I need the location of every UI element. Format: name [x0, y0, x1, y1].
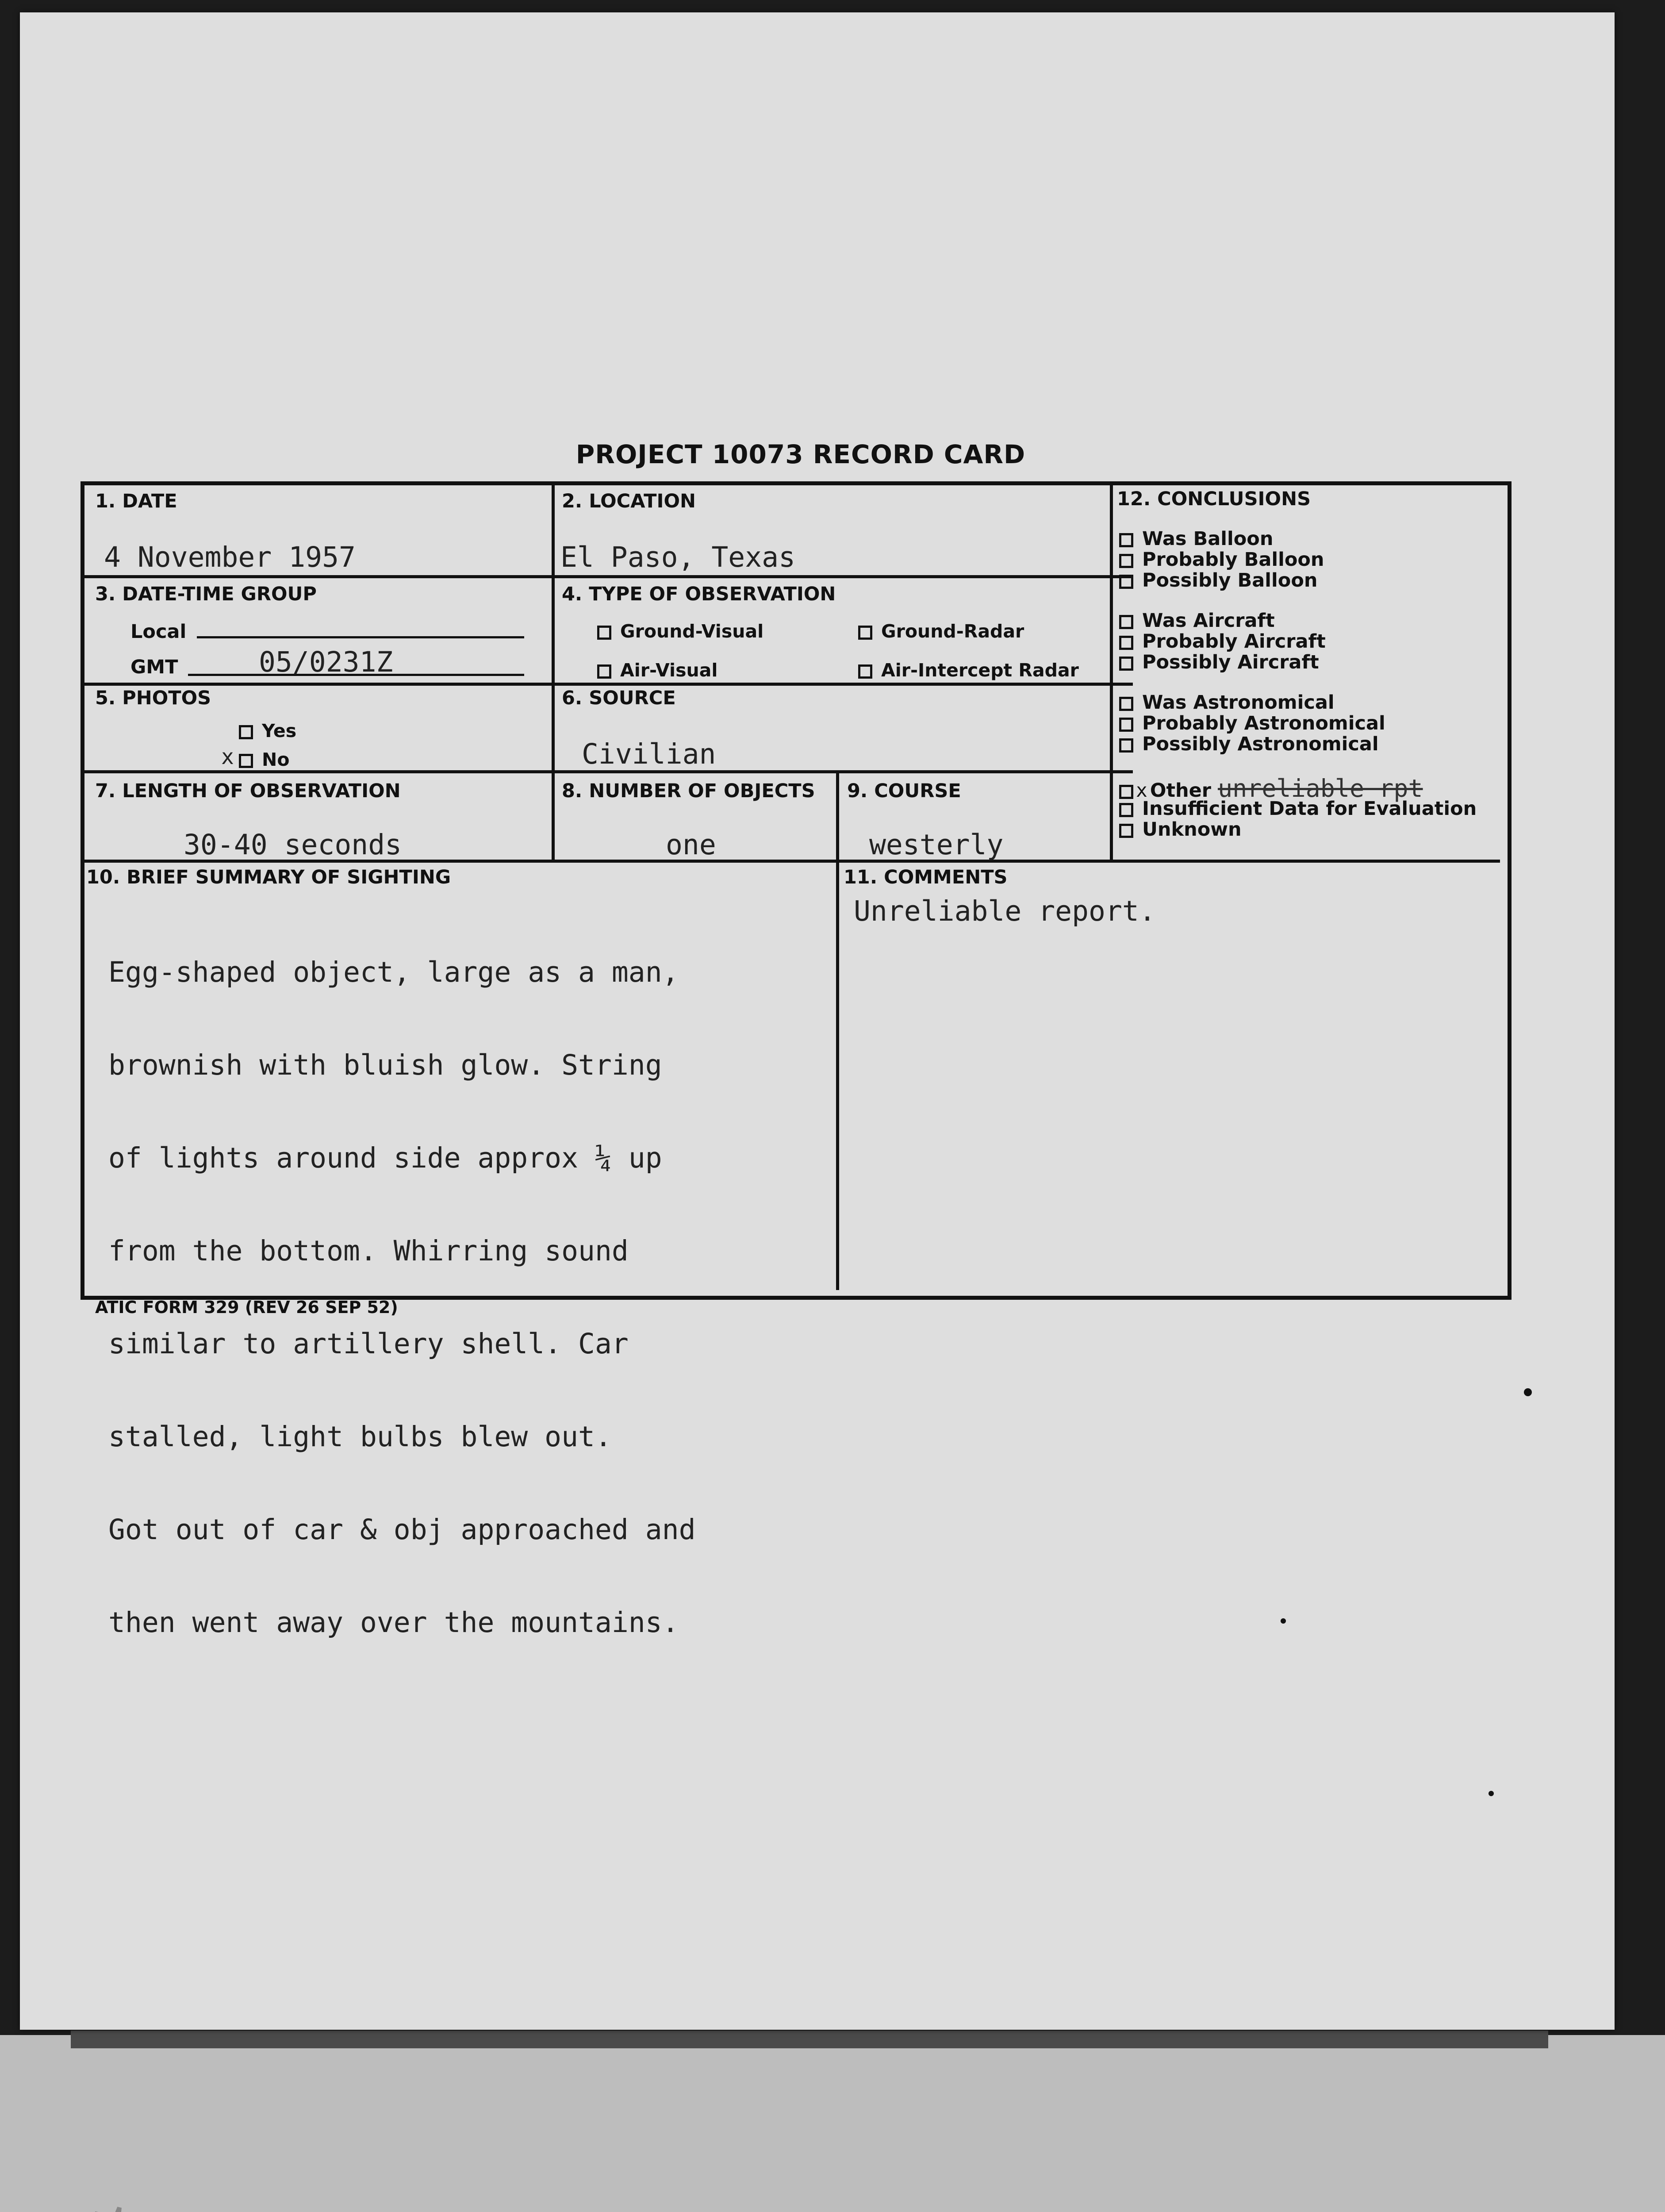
conclusion-checkbox	[1119, 803, 1133, 817]
option-air-intercept-radar: Air-Intercept Radar	[858, 660, 1079, 681]
dtg-local-line	[197, 636, 524, 638]
conclusion-checkbox	[1119, 657, 1133, 671]
option-ground-visual: Ground-Visual	[597, 621, 763, 642]
course-value: westerly	[869, 829, 1004, 861]
conclusion-checkbox	[1119, 554, 1133, 568]
summary-line: from the bottom. Whirring sound	[108, 1235, 629, 1267]
date-value: 4 November 1957	[104, 541, 356, 573]
other-value: unreliable rpt	[1217, 774, 1423, 803]
dtg-label: 3. DATE-TIME GROUP	[95, 583, 317, 605]
conclusions-label: 12. CONCLUSIONS	[1117, 488, 1311, 510]
speck	[1489, 1791, 1494, 1796]
summary-line: brownish with bluish glow. String	[108, 1049, 662, 1081]
conclusion-item: Possibly Balloon	[1119, 569, 1317, 591]
objects-label: 8. NUMBER OF OBJECTS	[562, 780, 815, 802]
observation-type-label: 4. TYPE OF OBSERVATION	[562, 583, 836, 605]
conclusion-item: Possibly Aircraft	[1119, 651, 1319, 673]
option-ground-radar: Ground-Radar	[858, 621, 1024, 642]
summary-line: stalled, light bulbs blew out.	[108, 1421, 612, 1453]
dtg-local-label: Local	[130, 621, 187, 643]
rule-col1	[552, 485, 555, 861]
other-label: Other	[1150, 780, 1211, 802]
card-title: PROJECT 10073 RECORD CARD	[575, 439, 1026, 469]
checkbox-ground-radar	[858, 626, 872, 640]
checkbox-air-visual	[597, 664, 611, 679]
conclusion-checkbox	[1119, 824, 1133, 838]
checkbox-photos-yes	[239, 725, 253, 739]
conclusion-item: Probably Balloon	[1119, 549, 1324, 571]
pencil-scribble	[62, 2194, 195, 2212]
conclusion-item: Insufficient Data for Evaluation	[1119, 798, 1477, 820]
dtg-gmt-label: GMT	[130, 656, 178, 678]
photos-yes: Yes	[239, 720, 296, 741]
conclusion-checkbox	[1119, 785, 1133, 799]
conclusion-item: Unknown	[1119, 818, 1242, 841]
rule-col3	[1110, 485, 1113, 861]
summary-line: Egg-shaped object, large as a man,	[108, 956, 679, 988]
length-label: 7. LENGTH OF OBSERVATION	[95, 780, 401, 802]
conclusion-checkbox	[1119, 575, 1133, 589]
underlying-page	[0, 2035, 1665, 2212]
form-number: ATIC FORM 329 (REV 26 SEP 52)	[95, 1298, 398, 1317]
option-air-visual: Air-Visual	[597, 660, 717, 681]
summary-line: then went away over the mountains.	[108, 1606, 679, 1639]
other-mark: x	[1136, 780, 1147, 802]
source-value: Civilian	[582, 738, 716, 770]
dtg-gmt-value: 05/0231Z	[259, 646, 393, 678]
summary-label: 10. BRIEF SUMMARY OF SIGHTING	[86, 866, 451, 888]
summary-line: of lights around side approx ¼ up	[108, 1142, 662, 1174]
conclusion-checkbox	[1119, 738, 1133, 753]
speck	[1281, 1618, 1286, 1624]
source-label: 6. SOURCE	[562, 687, 676, 709]
conclusion-item: Was Astronomical	[1119, 691, 1335, 714]
comments-label: 11. COMMENTS	[844, 866, 1008, 888]
conclusion-checkbox	[1119, 697, 1133, 711]
date-label: 1. DATE	[95, 490, 177, 512]
objects-value: one	[666, 829, 716, 861]
conclusion-item: Possibly Astronomical	[1119, 733, 1379, 755]
rule-row3	[84, 770, 1133, 773]
conclusion-item: Was Balloon	[1119, 528, 1273, 550]
summary-line: Got out of car & obj approached and	[108, 1513, 696, 1546]
conclusion-item: Probably Aircraft	[1119, 630, 1326, 653]
rule-col2	[836, 770, 839, 1290]
length-value: 30-40 seconds	[184, 829, 402, 861]
conclusion-checkbox	[1119, 718, 1133, 732]
location-value: El Paso, Texas	[560, 541, 796, 573]
course-label: 9. COURSE	[847, 780, 961, 802]
summary-line: similar to artillery shell. Car	[108, 1328, 629, 1360]
rule-row2	[84, 683, 1133, 686]
conclusion-checkbox	[1119, 615, 1133, 629]
conclusion-item: Probably Astronomical	[1119, 712, 1385, 734]
location-label: 2. LOCATION	[562, 490, 696, 512]
photos-no: No	[239, 749, 289, 770]
photos-no-mark: x	[221, 745, 234, 769]
conclusion-item: Was Aircraft	[1119, 610, 1275, 632]
record-card-sheet	[20, 12, 1615, 2030]
page-shadow-edge	[71, 2031, 1548, 2048]
conclusion-checkbox	[1119, 636, 1133, 650]
checkbox-photos-no	[239, 754, 253, 768]
photos-label: 5. PHOTOS	[95, 687, 211, 709]
checkbox-ground-visual	[597, 626, 611, 640]
comments-value: Unreliable report.	[854, 895, 1156, 927]
conclusion-checkbox	[1119, 533, 1133, 547]
speck	[1524, 1388, 1532, 1396]
checkbox-air-intercept-radar	[858, 664, 872, 679]
rule-row1	[84, 575, 1133, 578]
